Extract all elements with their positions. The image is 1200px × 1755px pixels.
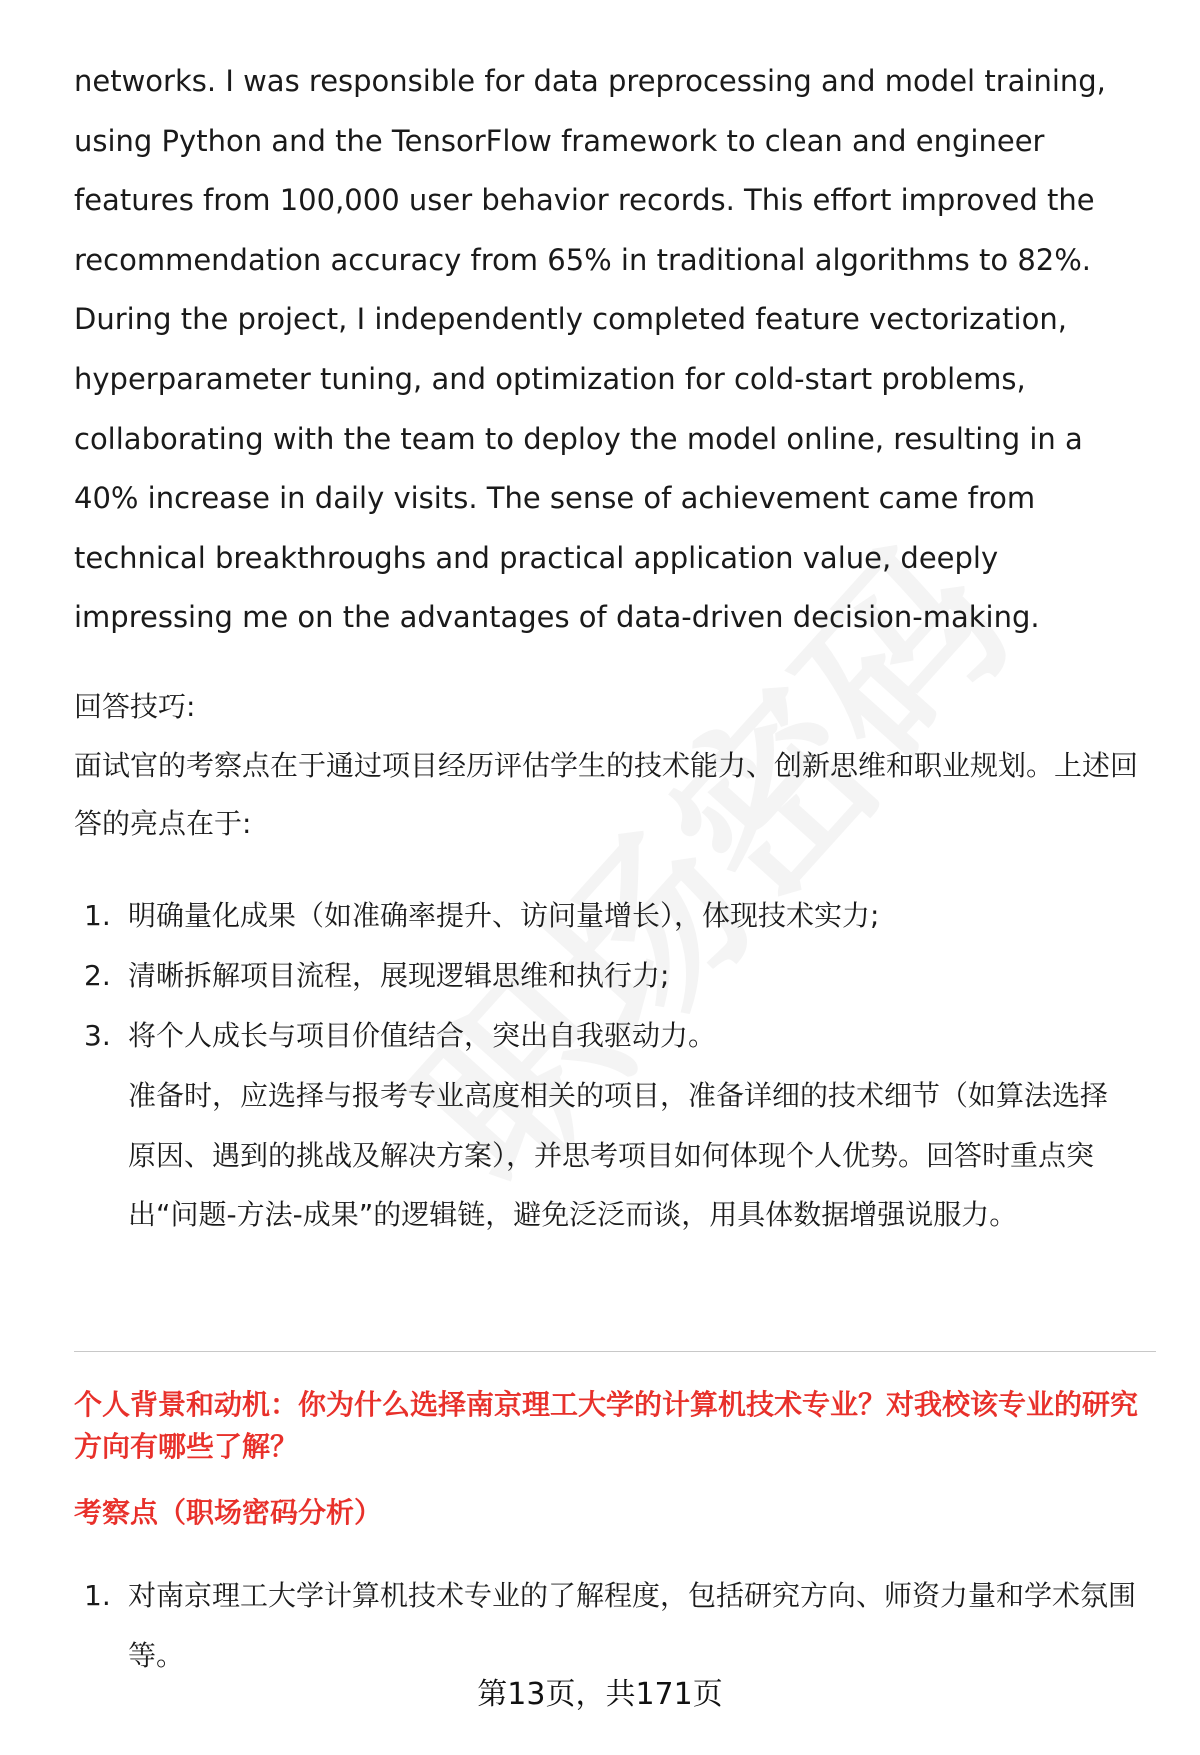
list-text: 对南京理工大学计算机技术专业的了解程度，包括研究方向、师资力量和学术氛围等。 (128, 1579, 1137, 1672)
list-text: 将个人成长与项目价值结合，突出自我驱动力。 (128, 1019, 717, 1052)
list-number: 2. (84, 959, 111, 992)
highlight-points-list (74, 886, 1156, 1066)
list-item (74, 886, 1156, 946)
eval-points-list (74, 1566, 1156, 1686)
page-footer: 第13页，共171页 (477, 1677, 723, 1712)
question-heading: 个人背景和动机：你为什么选择南京理工大学的计算机技术专业？对我校该专业的研究方向有哪些了解？ (74, 1388, 1139, 1463)
list-item (74, 1566, 1156, 1686)
list-number: 1. (84, 1579, 111, 1612)
list-item (74, 946, 1156, 1006)
list-text: 清晰拆解项目流程，展现逻辑思维和执行力; (128, 959, 670, 992)
eval-heading: 考察点（职场密码分析） (74, 1496, 383, 1529)
list-number: 3. (84, 1019, 111, 1052)
list-number: 1. (84, 899, 111, 932)
answer-paragraph: networks. I was responsible for data preprocessing and model training, using Python and the TensorFlow framework to clean and engineer features from 100,000 user behavior records. This effort improved the recommendation accuracy from 65% in traditional algorithms to 82%. During the project, I independently completed feature vectorization, hyperparameter tuning, and optimization for cold-start problems, collaborating with the team to deploy the model online, resulting in a 40% increase in daily visits. The sense of achievement came from technical breakthroughs and practical application value, deeply impressing me on the advantages of data-driven decision-making. (74, 64, 1106, 635)
list-text: 明确量化成果（如准确率提升、访问量增长），体现技术实力; (128, 899, 880, 932)
section-divider (74, 1351, 1156, 1352)
tips-intro: 面试官的考察点在于通过项目经历评估学生的技术能力、创新思维和职业规划。上述回答的亮点在于: (74, 749, 1139, 840)
tips-label: 回答技巧: (74, 690, 196, 723)
list-item (74, 1006, 1156, 1066)
preparation-advice: 准备时，应选择与报考专业高度相关的项目，准备详细的技术细节（如算法选择原因、遇到的挑战及解决方案），并思考项目如何体现个人优势。回答时重点突出“问题-方法-成果”的逻辑链，避免泛泛而谈，用具体数据增强说服力。 (128, 1079, 1109, 1231)
